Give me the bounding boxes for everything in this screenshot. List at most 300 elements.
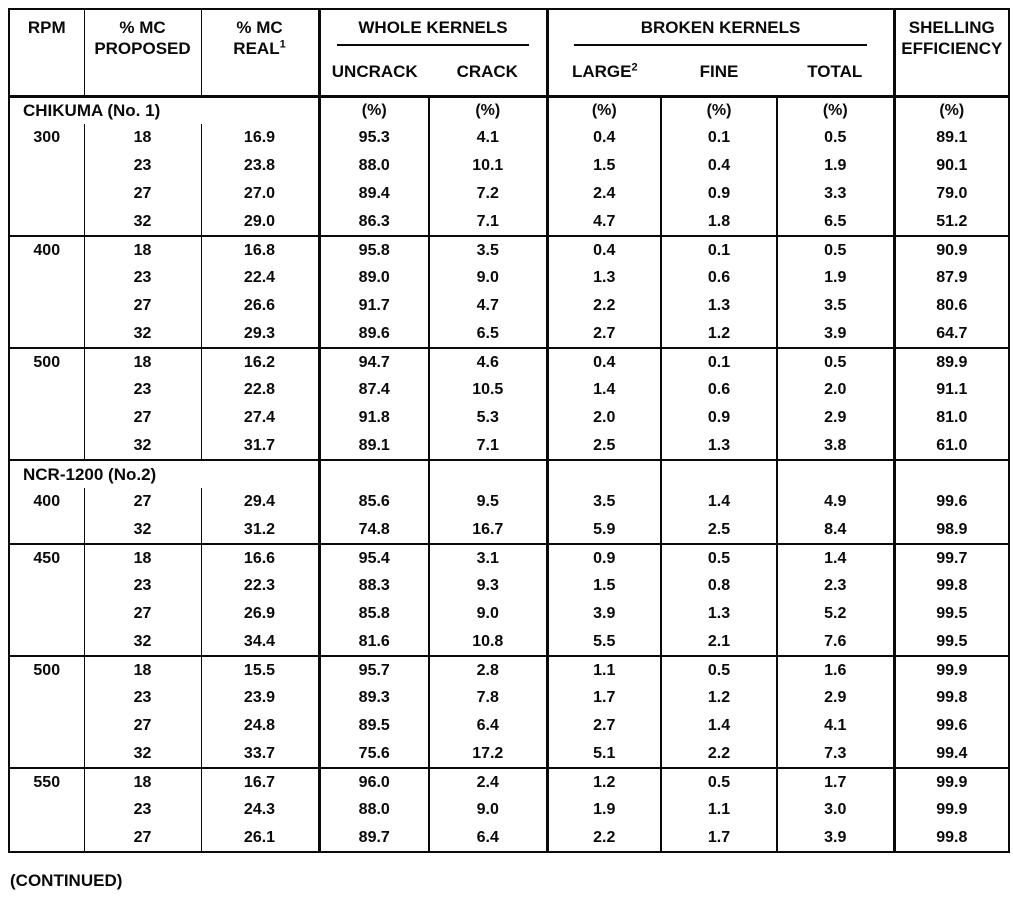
cell-crack: 3.5: [429, 236, 547, 264]
cell-crack: 5.3: [429, 404, 547, 432]
data-row: [9, 768, 1009, 796]
cell-shelling_efficiency: 79.0: [894, 180, 1009, 208]
cell-shelling_efficiency: 90.1: [894, 152, 1009, 180]
data-row: [9, 292, 1009, 320]
section-title: NCR-1200 (No.2): [23, 464, 157, 484]
cell-total: 2.9: [777, 684, 894, 712]
fine-label: FINE: [699, 62, 739, 82]
cell-mc_proposed: 18: [84, 348, 201, 376]
cell-total: 3.3: [777, 180, 894, 208]
cell-crack: 6.4: [429, 712, 547, 740]
cell-mc_proposed: 18: [84, 124, 201, 152]
cell-uncrack: 91.8: [319, 404, 429, 432]
cell-fine: 0.4: [661, 152, 777, 180]
col-header-crack: [429, 50, 547, 96]
cell-shelling_efficiency: 89.1: [894, 124, 1009, 152]
cell-large: 3.9: [547, 600, 661, 628]
unit-label-cell: (%): [661, 96, 777, 124]
cell-uncrack: 85.8: [319, 600, 429, 628]
data-row: [9, 404, 1009, 432]
cell-crack: 9.0: [429, 796, 547, 824]
empty-cell: [894, 460, 1009, 488]
rpm-cell: [9, 432, 84, 460]
section-title: CHIKUMA (No. 1): [23, 100, 161, 120]
cell-shelling_efficiency: 99.5: [894, 600, 1009, 628]
cell-uncrack: 95.3: [319, 124, 429, 152]
cell-mc_real: 27.4: [201, 404, 319, 432]
rpm-cell: 500: [33, 661, 61, 679]
cell-total: 0.5: [777, 124, 894, 152]
cell-total: 4.9: [777, 488, 894, 516]
cell-mc_real: 26.1: [201, 824, 319, 852]
cell-total: 5.2: [777, 600, 894, 628]
cell-fine: 2.1: [661, 628, 777, 656]
cell-large: 1.5: [547, 152, 661, 180]
cell-uncrack: 89.1: [319, 432, 429, 460]
data-row: [9, 572, 1009, 600]
cell-fine: 0.1: [661, 236, 777, 264]
unit-label-cell: (%): [429, 96, 547, 124]
rpm-cell: [9, 152, 84, 180]
empty-cell: [429, 460, 547, 488]
cell-mc_proposed: 27: [84, 404, 201, 432]
cell-mc_real: 29.3: [201, 320, 319, 348]
cell-total: 0.5: [777, 348, 894, 376]
cell-large: 3.5: [547, 488, 661, 516]
rpm-cell: [9, 208, 84, 236]
col-header-mc-proposed: [84, 9, 201, 96]
cell-total: 7.3: [777, 740, 894, 768]
data-row: [9, 628, 1009, 656]
cell-crack: 10.8: [429, 628, 547, 656]
table-section: [9, 348, 1009, 460]
large-footnote-marker: 2: [631, 61, 638, 74]
group-header-whole-kernels: [319, 9, 547, 50]
cell-mc_proposed: 18: [84, 656, 201, 684]
cell-mc_real: 24.8: [201, 712, 319, 740]
rpm-cell: 550: [33, 773, 61, 791]
data-row: [9, 516, 1009, 544]
data-row: [9, 432, 1009, 460]
cell-mc_proposed: 18: [84, 544, 201, 572]
cell-fine: 1.4: [661, 712, 777, 740]
rpm-cell: [9, 404, 84, 432]
cell-total: 3.9: [777, 320, 894, 348]
cell-shelling_efficiency: 99.7: [894, 544, 1009, 572]
cell-shelling_efficiency: 81.0: [894, 404, 1009, 432]
header-row-groups: [9, 9, 1009, 50]
cell-crack: 9.5: [429, 488, 547, 516]
data-row: [9, 348, 1009, 376]
cell-large: 2.4: [547, 180, 661, 208]
cell-mc_real: 33.7: [201, 740, 319, 768]
rpm-cell: 450: [33, 549, 61, 567]
cell-large: 0.4: [547, 348, 661, 376]
cell-mc_real: 22.4: [201, 264, 319, 292]
rpm-cell: [9, 376, 84, 404]
rpm-cell: [9, 516, 84, 544]
cell-uncrack: 89.6: [319, 320, 429, 348]
cell-fine: 1.1: [661, 796, 777, 824]
real-footnote-marker: 1: [279, 38, 286, 51]
mc-label: % MC: [236, 18, 283, 37]
cell-total: 0.5: [777, 236, 894, 264]
cell-large: 0.4: [547, 124, 661, 152]
data-row: [9, 376, 1009, 404]
cell-crack: 7.1: [429, 208, 547, 236]
cell-fine: 1.2: [661, 320, 777, 348]
rpm-cell: [9, 740, 84, 768]
cell-mc_proposed: 23: [84, 264, 201, 292]
cell-crack: 3.1: [429, 544, 547, 572]
table-section: [9, 460, 1009, 544]
cell-mc_proposed: 32: [84, 628, 201, 656]
cell-shelling_efficiency: 99.6: [894, 712, 1009, 740]
data-row: [9, 796, 1009, 824]
cell-uncrack: 88.0: [319, 152, 429, 180]
broken-kernels-underline: [574, 44, 866, 46]
cell-uncrack: 89.7: [319, 824, 429, 852]
data-row: [9, 656, 1009, 684]
cell-mc_real: 27.0: [201, 180, 319, 208]
cell-fine: 0.6: [661, 376, 777, 404]
cell-fine: 0.1: [661, 348, 777, 376]
cell-shelling_efficiency: 99.8: [894, 684, 1009, 712]
cell-shelling_efficiency: 99.9: [894, 768, 1009, 796]
cell-mc_real: 15.5: [201, 656, 319, 684]
cell-mc_real: 29.4: [201, 488, 319, 516]
broken-kernels-label: BROKEN KERNELS: [640, 18, 801, 37]
cell-crack: 10.5: [429, 376, 547, 404]
cell-total: 3.5: [777, 292, 894, 320]
rpm-cell: [9, 264, 84, 292]
cell-mc_real: 16.6: [201, 544, 319, 572]
cell-crack: 16.7: [429, 516, 547, 544]
cell-large: 2.7: [547, 712, 661, 740]
cell-uncrack: 89.0: [319, 264, 429, 292]
cell-total: 4.1: [777, 712, 894, 740]
rpm-cell: [9, 796, 84, 824]
cell-large: 1.2: [547, 768, 661, 796]
cell-shelling_efficiency: 61.0: [894, 432, 1009, 460]
cell-fine: 1.4: [661, 488, 777, 516]
cell-uncrack: 88.0: [319, 796, 429, 824]
cell-shelling_efficiency: 90.9: [894, 236, 1009, 264]
continued-note: (CONTINUED): [10, 871, 123, 890]
cell-uncrack: 85.6: [319, 488, 429, 516]
cell-total: 1.6: [777, 656, 894, 684]
cell-shelling_efficiency: 98.9: [894, 516, 1009, 544]
cell-large: 1.3: [547, 264, 661, 292]
cell-mc_proposed: 27: [84, 180, 201, 208]
cell-total: 2.9: [777, 404, 894, 432]
cell-fine: 1.3: [661, 600, 777, 628]
real-label: REAL: [233, 39, 280, 59]
cell-total: 1.9: [777, 264, 894, 292]
unit-label-cell: (%): [319, 96, 429, 124]
cell-uncrack: 81.6: [319, 628, 429, 656]
rpm-cell: 300: [33, 129, 61, 146]
cell-uncrack: 95.4: [319, 544, 429, 572]
cell-mc_real: 31.2: [201, 516, 319, 544]
cell-uncrack: 86.3: [319, 208, 429, 236]
cell-mc_proposed: 18: [84, 236, 201, 264]
cell-uncrack: 89.3: [319, 684, 429, 712]
cell-mc_proposed: 23: [84, 684, 201, 712]
data-row: [9, 180, 1009, 208]
empty-cell: [777, 460, 894, 488]
data-row: [9, 152, 1009, 180]
cell-total: 3.8: [777, 432, 894, 460]
cell-crack: 6.4: [429, 824, 547, 852]
col-header-large: [547, 50, 661, 96]
cell-mc_proposed: 23: [84, 796, 201, 824]
cell-mc_proposed: 32: [84, 208, 201, 236]
cell-uncrack: 91.7: [319, 292, 429, 320]
data-row: [9, 208, 1009, 236]
cell-total: 3.0: [777, 796, 894, 824]
cell-large: 2.0: [547, 404, 661, 432]
mc-label: % MC: [119, 18, 166, 37]
cell-crack: 4.1: [429, 124, 547, 152]
cell-total: 2.0: [777, 376, 894, 404]
cell-crack: 9.0: [429, 264, 547, 292]
cell-mc_real: 26.6: [201, 292, 319, 320]
cell-mc_proposed: 27: [84, 712, 201, 740]
rpm-cell: [9, 600, 84, 628]
data-row: [9, 740, 1009, 768]
uncrack-label: UNCRACK: [331, 62, 418, 82]
cell-total: 1.9: [777, 152, 894, 180]
cell-mc_real: 34.4: [201, 628, 319, 656]
cell-crack: 7.8: [429, 684, 547, 712]
rpm-cell: 400: [33, 493, 61, 510]
cell-mc_real: 22.3: [201, 572, 319, 600]
cell-shelling_efficiency: 91.1: [894, 376, 1009, 404]
cell-mc_proposed: 27: [84, 292, 201, 320]
cell-large: 1.1: [547, 656, 661, 684]
cell-shelling_efficiency: 99.9: [894, 796, 1009, 824]
cell-crack: 2.8: [429, 656, 547, 684]
col-header-rpm: [9, 9, 84, 96]
large-label: LARGE: [571, 62, 632, 82]
table-section: [9, 96, 1009, 236]
cell-mc_proposed: 23: [84, 572, 201, 600]
cell-total: 8.4: [777, 516, 894, 544]
cell-mc_proposed: 27: [84, 488, 201, 516]
cell-fine: 1.3: [661, 292, 777, 320]
table-section: [9, 544, 1009, 656]
cell-uncrack: 96.0: [319, 768, 429, 796]
cell-mc_proposed: 27: [84, 824, 201, 852]
cell-fine: 1.7: [661, 824, 777, 852]
unit-label-cell: (%): [547, 96, 661, 124]
cell-fine: 1.2: [661, 684, 777, 712]
crack-label: CRACK: [456, 62, 518, 82]
cell-uncrack: 94.7: [319, 348, 429, 376]
cell-shelling_efficiency: 80.6: [894, 292, 1009, 320]
table-header: [9, 9, 1009, 96]
cell-large: 5.5: [547, 628, 661, 656]
cell-large: 4.7: [547, 208, 661, 236]
rpm-cell: 500: [33, 353, 61, 371]
data-row: [9, 320, 1009, 348]
cell-shelling_efficiency: 87.9: [894, 264, 1009, 292]
rpm-cell: [9, 572, 84, 600]
cell-large: 1.9: [547, 796, 661, 824]
empty-cell: [661, 460, 777, 488]
cell-uncrack: 89.5: [319, 712, 429, 740]
cell-uncrack: 95.7: [319, 656, 429, 684]
cell-crack: 7.1: [429, 432, 547, 460]
table-section: [9, 768, 1009, 852]
cell-fine: 2.2: [661, 740, 777, 768]
data-row: [9, 684, 1009, 712]
cell-shelling_efficiency: 99.8: [894, 572, 1009, 600]
cell-crack: 6.5: [429, 320, 547, 348]
cell-mc_real: 23.9: [201, 684, 319, 712]
rpm-cell: [9, 684, 84, 712]
rpm-cell: [9, 628, 84, 656]
cell-total: 2.3: [777, 572, 894, 600]
cell-fine: 0.9: [661, 180, 777, 208]
table-section: [9, 656, 1009, 768]
group-header-broken-kernels: [547, 9, 894, 50]
cell-mc_real: 31.7: [201, 432, 319, 460]
rpm-cell: [9, 292, 84, 320]
cell-fine: 1.3: [661, 432, 777, 460]
total-label: TOTAL: [807, 62, 863, 82]
cell-large: 0.9: [547, 544, 661, 572]
cell-shelling_efficiency: 99.8: [894, 824, 1009, 852]
data-row: [9, 544, 1009, 572]
col-header-fine: [661, 50, 777, 96]
cell-mc_proposed: 27: [84, 600, 201, 628]
cell-large: 5.1: [547, 740, 661, 768]
efficiency-label: EFFICIENCY: [901, 39, 1003, 59]
cell-total: 6.5: [777, 208, 894, 236]
cell-mc_real: 29.0: [201, 208, 319, 236]
cell-mc_real: 16.9: [201, 124, 319, 152]
data-row: [9, 236, 1009, 264]
cell-fine: 0.5: [661, 544, 777, 572]
cell-mc_proposed: 18: [84, 768, 201, 796]
cell-fine: 0.8: [661, 572, 777, 600]
cell-large: 2.2: [547, 824, 661, 852]
cell-large: 1.4: [547, 376, 661, 404]
cell-large: 2.2: [547, 292, 661, 320]
empty-cell: [547, 460, 661, 488]
cell-mc_proposed: 32: [84, 516, 201, 544]
data-row: [9, 712, 1009, 740]
cell-total: 1.4: [777, 544, 894, 572]
rpm-cell: [9, 712, 84, 740]
rpm-cell: [9, 824, 84, 852]
table-section: [9, 236, 1009, 348]
cell-mc_real: 16.2: [201, 348, 319, 376]
cell-shelling_efficiency: 99.6: [894, 488, 1009, 516]
cell-mc_proposed: 32: [84, 740, 201, 768]
cell-mc_proposed: 32: [84, 320, 201, 348]
cell-crack: 17.2: [429, 740, 547, 768]
cell-mc_real: 23.8: [201, 152, 319, 180]
unit-label-cell: (%): [894, 96, 1009, 124]
cell-uncrack: 88.3: [319, 572, 429, 600]
cell-shelling_efficiency: 89.9: [894, 348, 1009, 376]
section-title-row: [9, 96, 1009, 124]
cell-crack: 4.7: [429, 292, 547, 320]
cell-fine: 2.5: [661, 516, 777, 544]
data-row: [9, 264, 1009, 292]
cell-large: 1.7: [547, 684, 661, 712]
cell-shelling_efficiency: 51.2: [894, 208, 1009, 236]
col-header-uncrack: [319, 50, 429, 96]
cell-total: 1.7: [777, 768, 894, 796]
rpm-cell: 400: [33, 241, 61, 259]
cell-crack: 4.6: [429, 348, 547, 376]
cell-mc_real: 16.7: [201, 768, 319, 796]
whole-kernels-label: WHOLE KERNELS: [358, 18, 508, 37]
col-header-shelling-efficiency: [894, 9, 1009, 96]
col-header-mc-real: [201, 9, 319, 96]
cell-fine: 0.5: [661, 768, 777, 796]
kernel-table: [8, 8, 1010, 853]
cell-large: 2.5: [547, 432, 661, 460]
rpm-cell: [9, 180, 84, 208]
cell-mc_real: 16.8: [201, 236, 319, 264]
cell-fine: 0.1: [661, 124, 777, 152]
data-row: [9, 600, 1009, 628]
cell-mc_real: 26.9: [201, 600, 319, 628]
cell-uncrack: 75.6: [319, 740, 429, 768]
cell-total: 7.6: [777, 628, 894, 656]
cell-fine: 1.8: [661, 208, 777, 236]
cell-fine: 0.9: [661, 404, 777, 432]
cell-crack: 7.2: [429, 180, 547, 208]
unit-label-cell: (%): [777, 96, 894, 124]
col-header-rpm-label: RPM: [27, 18, 66, 37]
cell-mc_proposed: 23: [84, 376, 201, 404]
rpm-cell: [9, 320, 84, 348]
cell-shelling_efficiency: 99.9: [894, 656, 1009, 684]
cell-crack: 10.1: [429, 152, 547, 180]
cell-shelling_efficiency: 99.5: [894, 628, 1009, 656]
cell-crack: 9.3: [429, 572, 547, 600]
cell-uncrack: 87.4: [319, 376, 429, 404]
cell-mc_real: 22.8: [201, 376, 319, 404]
whole-kernels-underline: [337, 44, 528, 46]
cell-large: 0.4: [547, 236, 661, 264]
proposed-label: PROPOSED: [94, 39, 191, 59]
cell-uncrack: 74.8: [319, 516, 429, 544]
cell-total: 3.9: [777, 824, 894, 852]
data-row: [9, 824, 1009, 852]
cell-large: 2.7: [547, 320, 661, 348]
cell-crack: 9.0: [429, 600, 547, 628]
cell-crack: 2.4: [429, 768, 547, 796]
empty-cell: [319, 460, 429, 488]
cell-shelling_efficiency: 99.4: [894, 740, 1009, 768]
cell-uncrack: 89.4: [319, 180, 429, 208]
section-title-row: [9, 460, 1009, 488]
data-row: [9, 124, 1009, 152]
cell-fine: 0.5: [661, 656, 777, 684]
cell-large: 1.5: [547, 572, 661, 600]
cell-mc_real: 24.3: [201, 796, 319, 824]
cell-fine: 0.6: [661, 264, 777, 292]
cell-shelling_efficiency: 64.7: [894, 320, 1009, 348]
cell-mc_proposed: 23: [84, 152, 201, 180]
